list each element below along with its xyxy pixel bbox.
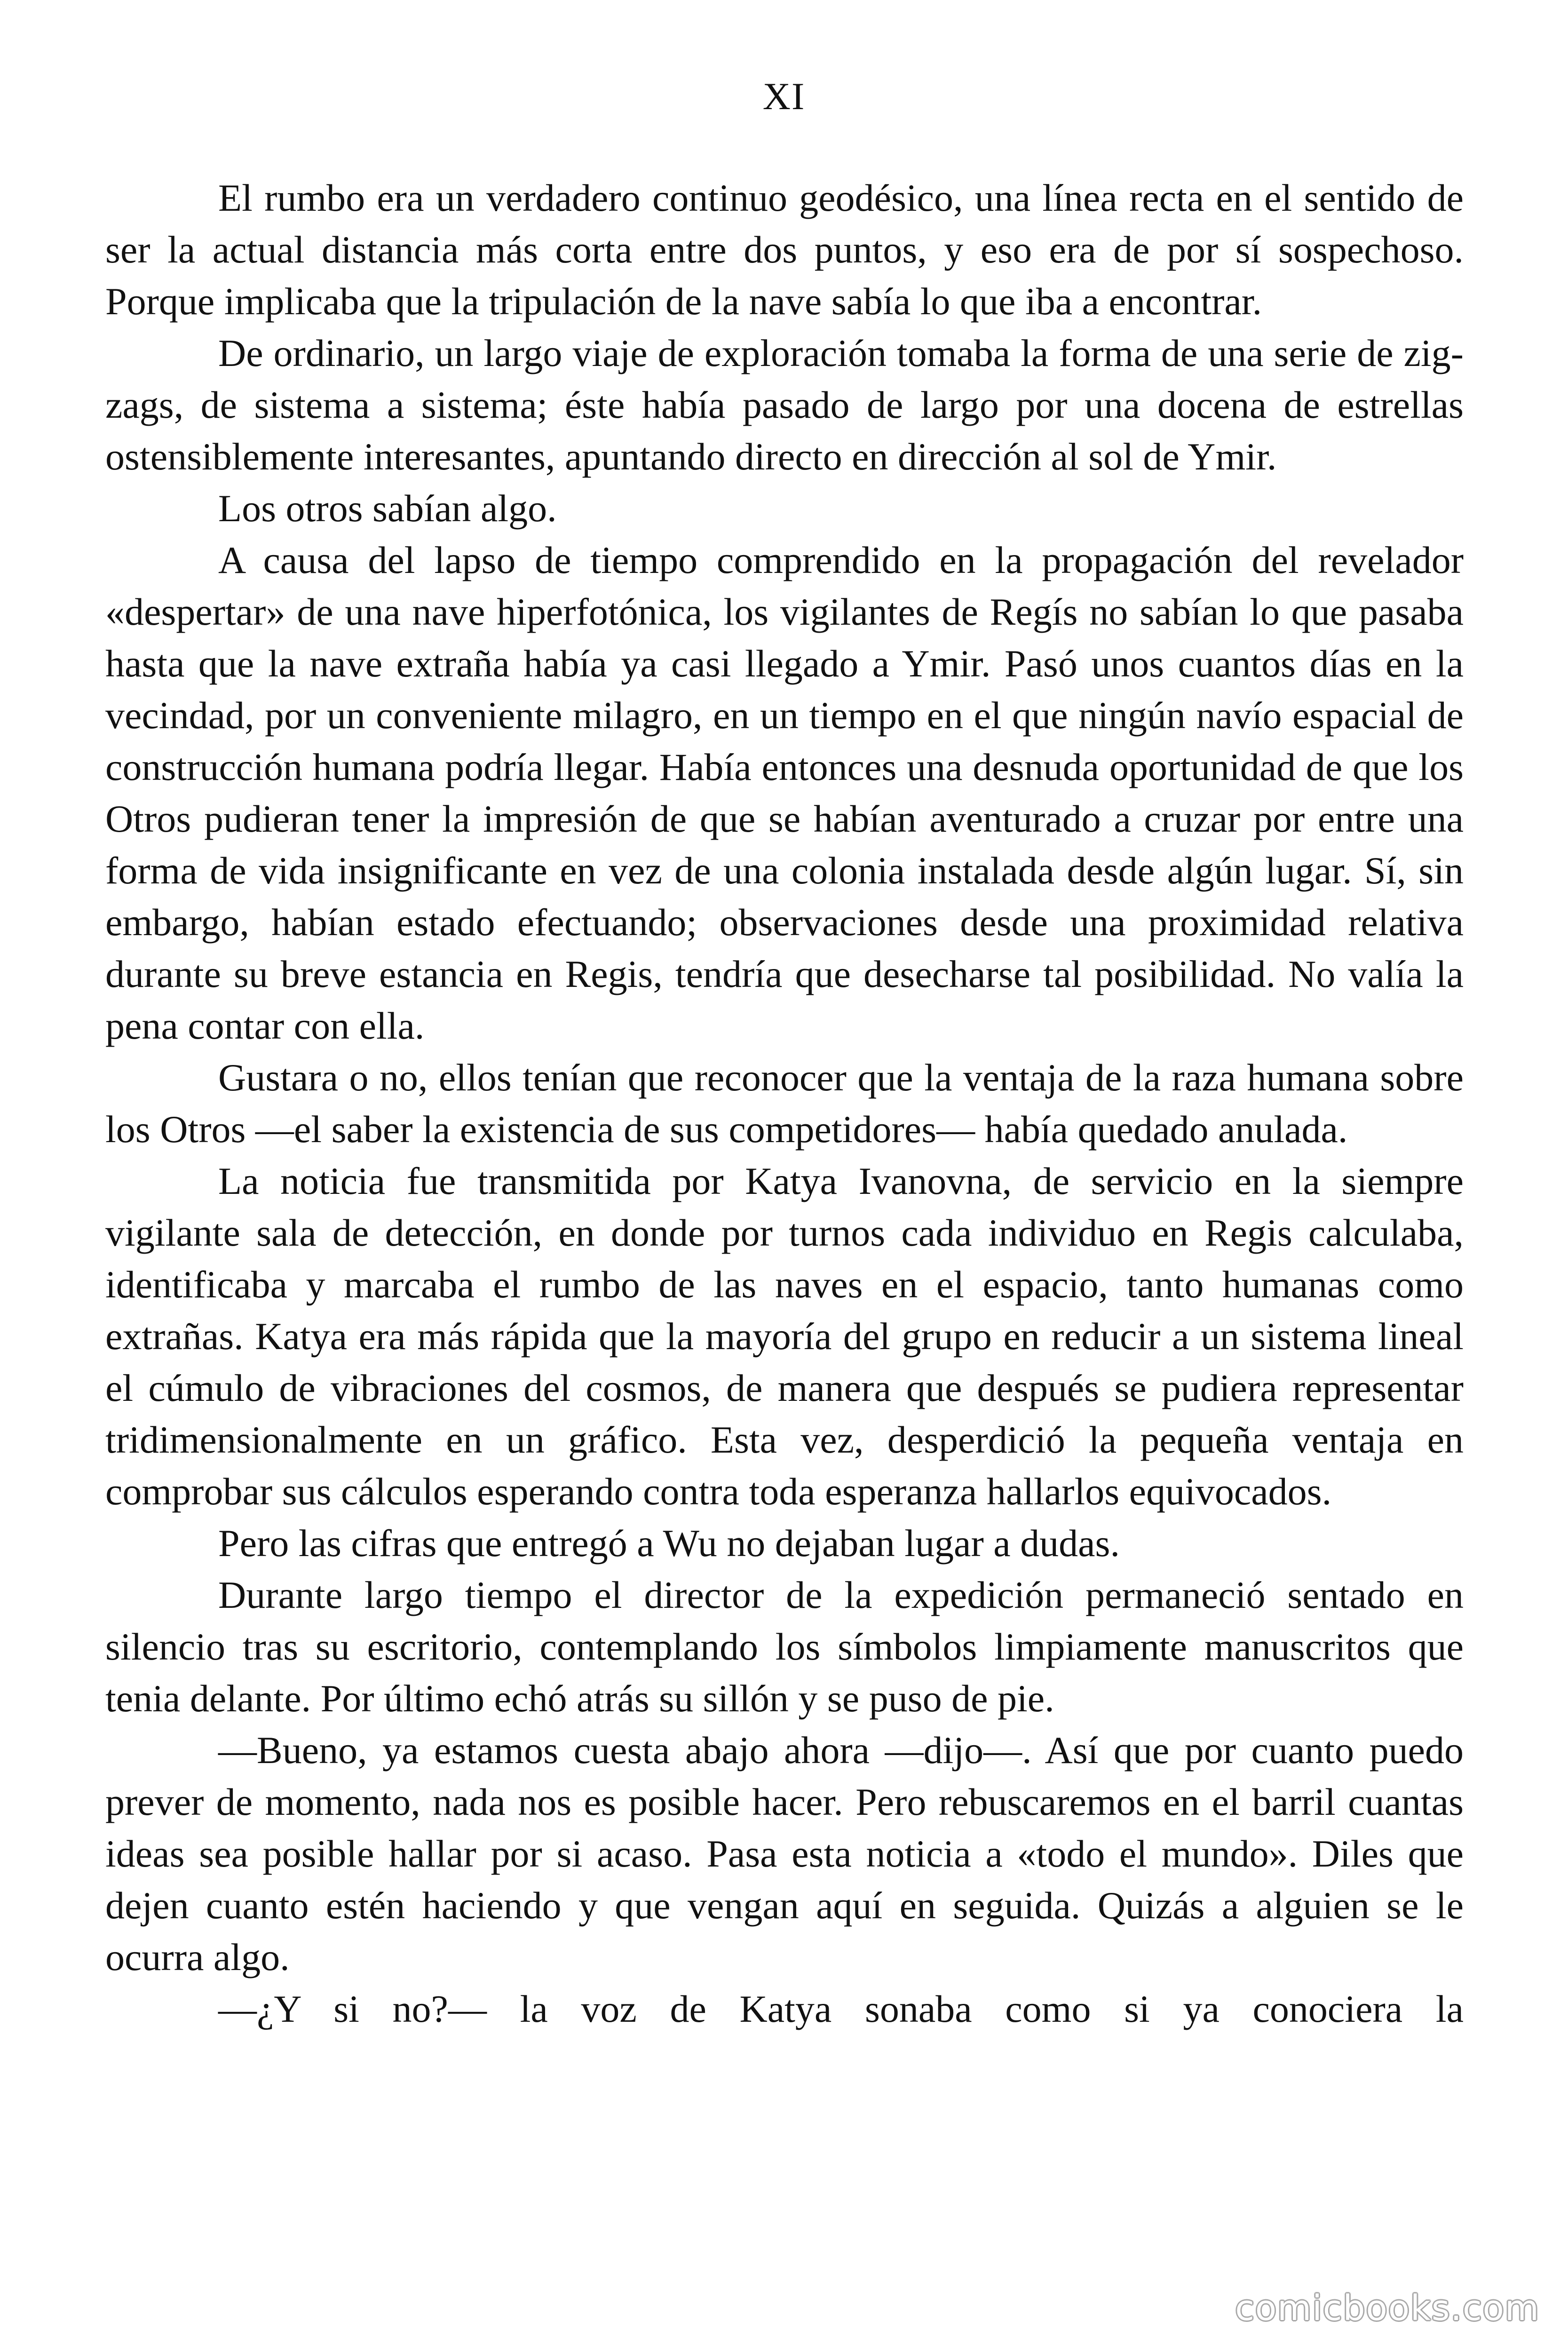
- chapter-title: XI: [762, 75, 806, 118]
- paragraph: De ordinario, un largo viaje de exploración tomaba la forma de una serie de zig-zags, de sistema a sistema; éste había pasado de largo por una docena de estrellas ostensiblemente interesantes, apuntando directo en dirección al sol de Ymir.: [105, 332, 1464, 478]
- paragraph: A causa del lapso de tiempo comprendido en la propagación del revelador «despertar» de una nave hiperfotónica, los vigilantes de Regís no sabían lo que pasaba hasta que la nave extraña había ya casi llegado a Ymir. Pasó unos cuantos días en la vecindad, por un conveniente milagro, en un tiempo en el que ningún navío espacial de construcción humana podría llegar. Había entonces una desnuda oportunidad de que los Otros pudieran tener la impresión de que se habían aventurado a cruzar por entre una forma de vida insignificante en vez de una colonia instalada desde algún lugar. Sí, sin embargo, habían estado efectuando; observaciones desde una proximidad relativa durante su breve estancia en Regis, tendría que desecharse tal posibilidad. No valía la pena contar con ella.: [105, 539, 1464, 1047]
- paragraph: El rumbo era un verdadero continuo geodésico, una línea recta en el sentido de ser la actual distancia más corta entre dos puntos, y eso era de por sí sospechoso. Porque implicaba que la tripulación de la nave sabía lo que iba a encontrar.: [105, 176, 1464, 323]
- site-watermark: comicbooks.com: [1235, 2288, 1540, 2328]
- paragraph-continued: —¿Y si no?— la voz de Katya sonaba como si ya conociera la: [218, 1987, 1464, 2030]
- paragraph: Gustara o no, ellos tenían que reconocer que la ventaja de la raza humana sobre los Otros —el saber la existencia de sus competidores— había quedado anulada.: [105, 1056, 1464, 1151]
- paragraph: —Bueno, ya estamos cuesta abajo ahora —dijo—. Así que por cuanto puedo prever de momento, nada nos es posible hacer. Pero rebuscaremos en el barril cuantas ideas sea posible hallar por si acaso. Pasa esta noticia a «todo el mundo». Diles que dejen cuanto estén haciendo y que vengan aquí en seguida. Quizás a alguien se le ocurra algo.: [105, 1729, 1464, 1979]
- paragraph: Pero las cifras que entregó a Wu no dejaban lugar a dudas.: [218, 1522, 1120, 1565]
- paragraph: Los otros sabían algo.: [218, 487, 557, 530]
- chapter-body: [105, 172, 1464, 2035]
- paragraph: La noticia fue transmitida por Katya Ivanovna, de servicio en la siempre vigilante sala de detección, en donde por turnos cada individuo en Regis calculaba, identificaba y marcaba el rumbo de las naves en el espacio, tanto humanas como extrañas. Katya era más rápida que la mayoría del grupo en reducir a un sistema lineal el cúmulo de vibraciones del cosmos, de manera que después se pudiera representar tridimensionalmente en un gráfico. Esta vez, desperdició la pequeña ventaja en comprobar sus cálculos esperando contra toda esperanza hallarlos equivocados.: [105, 1160, 1464, 1513]
- paragraph: Durante largo tiempo el director de la expedición permaneció sentado en silencio tras su escritorio, contemplando los símbolos limpiamente manuscritos que tenia delante. Por último echó atrás su sillón y se puso de pie.: [105, 1573, 1464, 1720]
